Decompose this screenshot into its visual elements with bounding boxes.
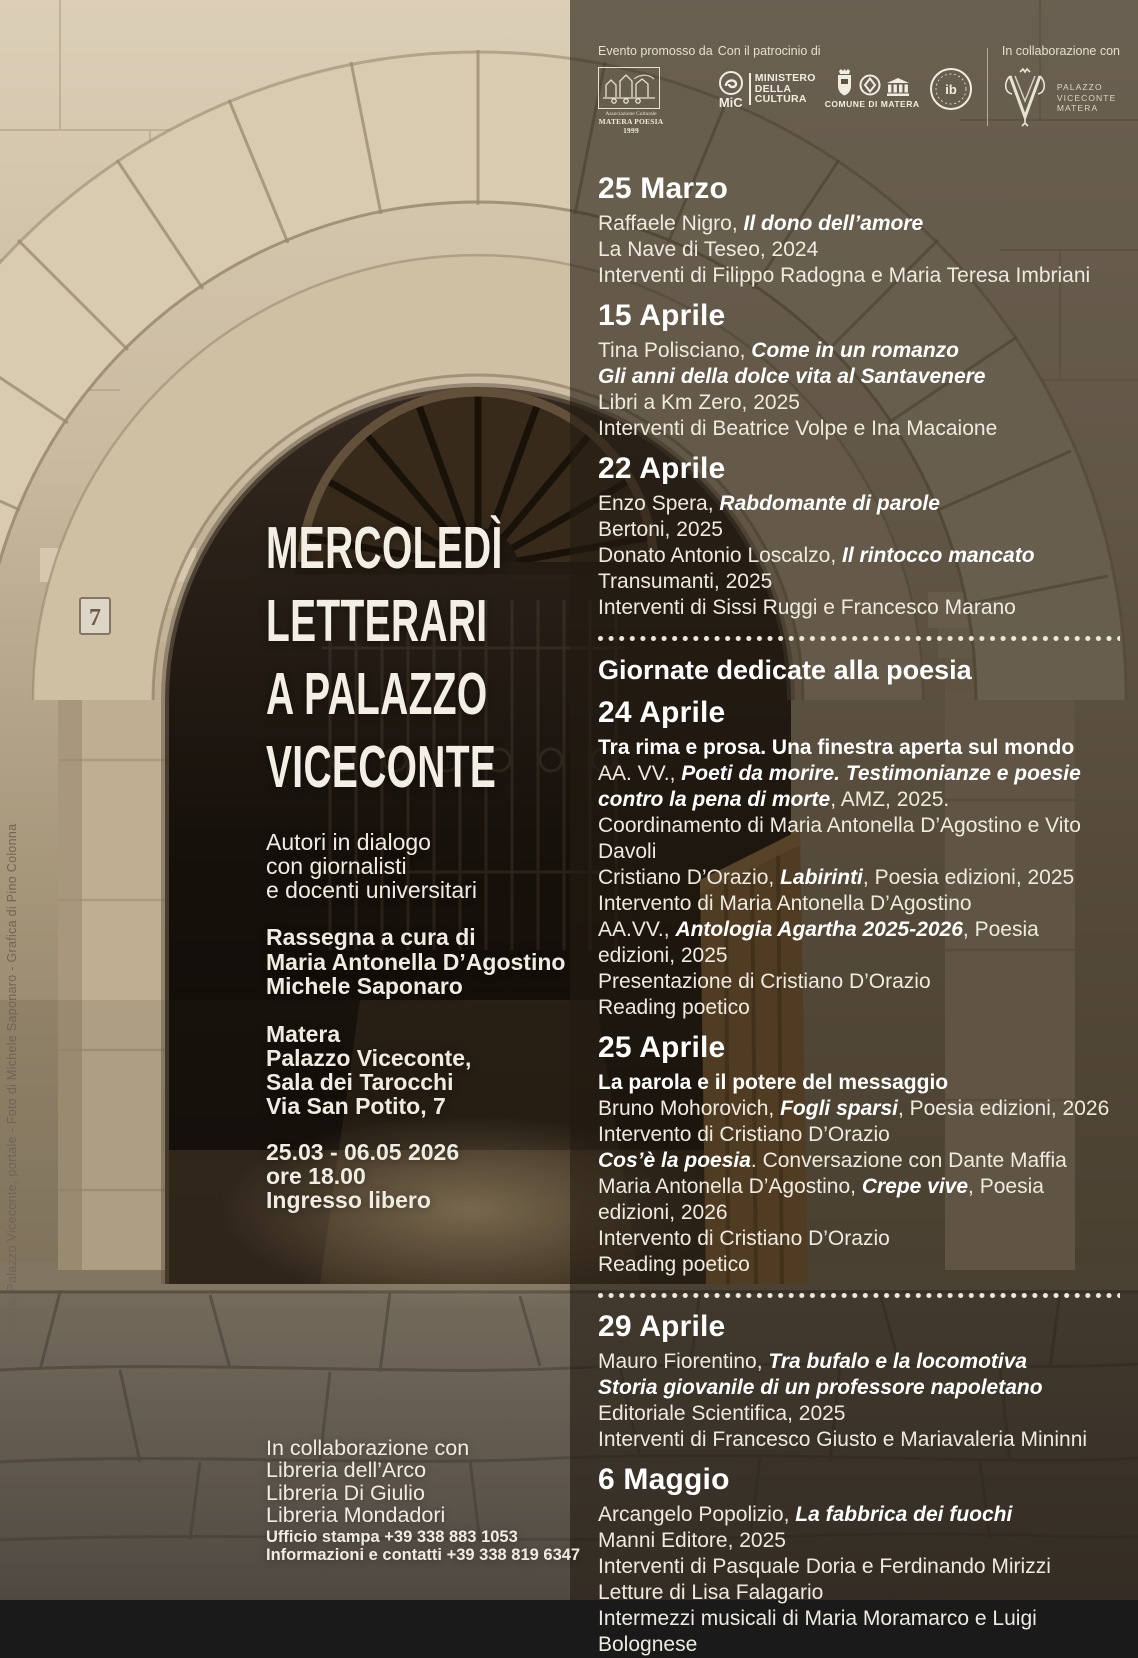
venue-line: Sala dei Tarocchi <box>266 1069 454 1095</box>
event-line: Tra rima e prosa. Una finestra aperta sul mondo <box>598 736 1075 759</box>
event-line: Intervento di Cristiano D’Orazio <box>598 1123 890 1146</box>
libraries-line: In collaborazione con <box>266 1436 470 1460</box>
mic-text-line: CULTURA <box>754 93 807 106</box>
dates-block <box>266 1140 459 1212</box>
event-line: La Nave di Teseo, 2024 <box>598 238 819 261</box>
matera-poesia-emblem-icon <box>598 67 660 109</box>
event-date-heading: 25 Marzo <box>598 172 728 205</box>
mic-text <box>749 73 816 105</box>
mic-text-line: MINISTERO <box>754 72 816 85</box>
event-25-marzo <box>598 172 1120 289</box>
header-divider <box>987 48 988 126</box>
promoted-by-label: Evento promosso da <box>598 44 713 58</box>
event-line: contro la pena di morte, AMZ, 2025. <box>598 788 950 811</box>
svg-text:ib: ib <box>944 82 957 97</box>
sponsor-header <box>598 44 1120 146</box>
comune-crest-icon <box>835 69 854 96</box>
event-line: Interventi di Filippo Radogna e Maria Teresa Imbriani <box>598 264 1091 287</box>
event-date-heading: 6 Maggio <box>598 1463 730 1496</box>
mic-short-label: MiC <box>718 94 743 110</box>
event-date-heading: 29 Aprile <box>598 1310 726 1343</box>
event-line: Bertoni, 2025 <box>598 518 723 541</box>
matera-poesia-caption-small: Associazione Culturale <box>605 111 657 117</box>
pv-text-line: MATERA <box>1056 103 1099 114</box>
event-date-heading: 22 Aprile <box>598 452 726 485</box>
curator-block <box>266 925 565 999</box>
curator-line: Rassegna a cura di <box>266 924 476 950</box>
event-date-heading: 15 Aprile <box>598 299 726 332</box>
venue-line: Via San Potito, 7 <box>266 1093 446 1119</box>
libraries-line: Libreria Di Giulio <box>266 1480 425 1505</box>
event-line: Raffaele Nigro, Il dono dell’amore <box>598 212 924 235</box>
subtitle-line: e docenti universitari <box>266 877 477 903</box>
poster-title-line: A PALAZZO <box>266 661 488 727</box>
venue-line: Palazzo Viceconte, <box>266 1045 472 1071</box>
comune-matera-logo <box>825 69 920 109</box>
event-line: Reading poetico <box>598 996 750 1019</box>
event-line: Donato Antonio Loscalzo, Il rintocco mancato <box>598 544 1035 567</box>
poster-title-line: VICECONTE <box>266 734 497 800</box>
event-15-aprile <box>598 299 1120 442</box>
event-24-aprile <box>598 696 1120 1021</box>
event-6-maggio <box>598 1463 1120 1658</box>
unesco-temple-icon <box>886 78 910 96</box>
patronage-label: Con il patrocinio di <box>717 44 821 58</box>
event-line: La parola e il potere del messaggio <box>598 1071 949 1094</box>
section-heading: Giornate dedicate alla poesia <box>598 655 972 685</box>
palazzo-viceconte-text <box>1057 82 1117 114</box>
unibas-logo-icon <box>929 67 973 111</box>
house-number-plaque <box>80 598 110 634</box>
program-column <box>570 0 1138 1656</box>
event-line: Manni Editore, 2025 <box>598 1529 786 1552</box>
contacts-block <box>266 1528 580 1564</box>
event-line: Storia giovanile di un professore napoletano <box>598 1376 1043 1399</box>
event-line: Interventi di Francesco Giusto e Mariavaleria Mininni <box>598 1428 1088 1451</box>
ministero-cultura-logo <box>718 70 816 109</box>
dotted-divider <box>598 636 1120 641</box>
libraries-line: Libreria Mondadori <box>266 1502 446 1527</box>
contact-line: Informazioni e contatti +39 338 819 6347 <box>266 1546 581 1564</box>
pv-text-line: PALAZZO <box>1056 82 1103 93</box>
event-22-aprile <box>598 452 1120 621</box>
collaboration-section <box>1002 44 1120 129</box>
event-line: Cristiano D’Orazio, Labirinti, Poesia edizioni, 2025 <box>598 866 1075 889</box>
event-line: Enzo Spera, Rabdomante di parole <box>598 492 940 515</box>
comune-roundel-icon <box>859 74 881 96</box>
event-line: Interventi di Pasquale Doria e Ferdinando Mirizzi <box>598 1555 1051 1578</box>
dates-line: ore 18.00 <box>266 1163 366 1189</box>
event-line: Letture di Lisa Falagario <box>598 1581 824 1604</box>
event-line: Interventi di Beatrice Volpe e Ina Macaione <box>598 417 998 440</box>
libraries-block <box>266 1437 469 1526</box>
poster-title-line: LETTERARI <box>266 588 488 654</box>
events-list <box>598 172 1120 1658</box>
event-line: Mauro Fiorentino, Tra bufalo e la locomotiva <box>598 1350 1028 1373</box>
comune-caption: COMUNE DI MATERA <box>824 99 920 109</box>
matera-poesia-logo <box>598 67 668 135</box>
collaboration-label: In collaborazione con <box>1001 44 1120 58</box>
event-line: AA.VV., Antologia Agartha 2025-2026, Poesia edizioni, 2025 <box>598 918 1039 967</box>
dotted-divider <box>598 1293 1120 1298</box>
event-25-aprile <box>598 1031 1120 1278</box>
event-line: Libri a Km Zero, 2025 <box>598 391 800 414</box>
event-line: Cos’è la poesia. Conversazione con Dante Maffia <box>598 1149 1067 1172</box>
event-line: Intervento di Cristiano D’Orazio <box>598 1227 890 1250</box>
dates-line: 25.03 - 06.05 2026 <box>266 1139 460 1165</box>
matera-poesia-caption: MATERA POESIA 1999 <box>598 117 664 135</box>
pv-text-line: VICECONTE <box>1056 92 1117 103</box>
promoted-by-section <box>598 44 718 135</box>
palazzo-viceconte-logo <box>1002 67 1120 129</box>
event-line: Intermezzi musicali di Maria Moramarco e Luigi Bolognese <box>598 1607 1037 1656</box>
event-line: Transumanti, 2025 <box>598 570 773 593</box>
poster-subtitle <box>266 830 477 902</box>
svg-text:7: 7 <box>89 605 101 631</box>
event-line: Gli anni della dolce vita al Santavenere <box>598 365 986 388</box>
photo-credit: Matera, Palazzo Viceconte, portale - Foto di Michele Saponaro - Grafica di Pino Colonna <box>5 823 19 1340</box>
event-line: Maria Antonella D’Agostino, Crepe vive, Poesia edizioni, 2026 <box>598 1175 1044 1224</box>
event-line: Arcangelo Popolizio, La fabbrica dei fuochi <box>598 1503 1013 1526</box>
contact-line: Ufficio stampa +39 338 883 1053 <box>266 1528 518 1546</box>
event-date-heading: 24 Aprile <box>598 696 726 729</box>
event-line: Coordinamento di Maria Antonella D’Agostino e Vito Davoli <box>598 814 1081 863</box>
mic-roundel-icon <box>718 70 744 96</box>
curator-line: Michele Saponaro <box>266 973 463 999</box>
venue-block <box>266 1022 471 1118</box>
event-line: Presentazione di Cristiano D’Orazio <box>598 970 931 993</box>
event-29-aprile <box>598 1310 1120 1453</box>
event-line: Editoriale Scientifica, 2025 <box>598 1402 846 1425</box>
subtitle-line: con giornalisti <box>266 853 407 879</box>
event-line: Interventi di Sissi Ruggi e Francesco Marano <box>598 596 1016 619</box>
event-date-heading: 25 Aprile <box>598 1031 726 1064</box>
venue-line: Matera <box>266 1021 341 1047</box>
event-line: Tina Polisciano, Come in un romanzo <box>598 339 959 362</box>
event-line: Intervento di Maria Antonella D’Agostino <box>598 892 972 915</box>
poster-title-line: MERCOLEDÌ <box>266 515 503 581</box>
event-line: Reading poetico <box>598 1253 750 1276</box>
event-line: Bruno Mohorovich, Fogli sparsi, Poesia edizioni, 2026 <box>598 1097 1110 1120</box>
mic-text-line: DELLA <box>754 82 792 95</box>
event-line: AA. VV., Poeti da morire. Testimonianze e poesie <box>598 762 1081 785</box>
palazzo-viceconte-monogram-icon <box>1002 67 1048 129</box>
curator-line: Maria Antonella D’Agostino <box>266 948 566 975</box>
libraries-line: Libreria dell’Arco <box>266 1458 427 1483</box>
patronage-section <box>718 44 975 111</box>
subtitle-line: Autori in dialogo <box>266 829 431 855</box>
dates-line: Ingresso libero <box>266 1187 431 1213</box>
